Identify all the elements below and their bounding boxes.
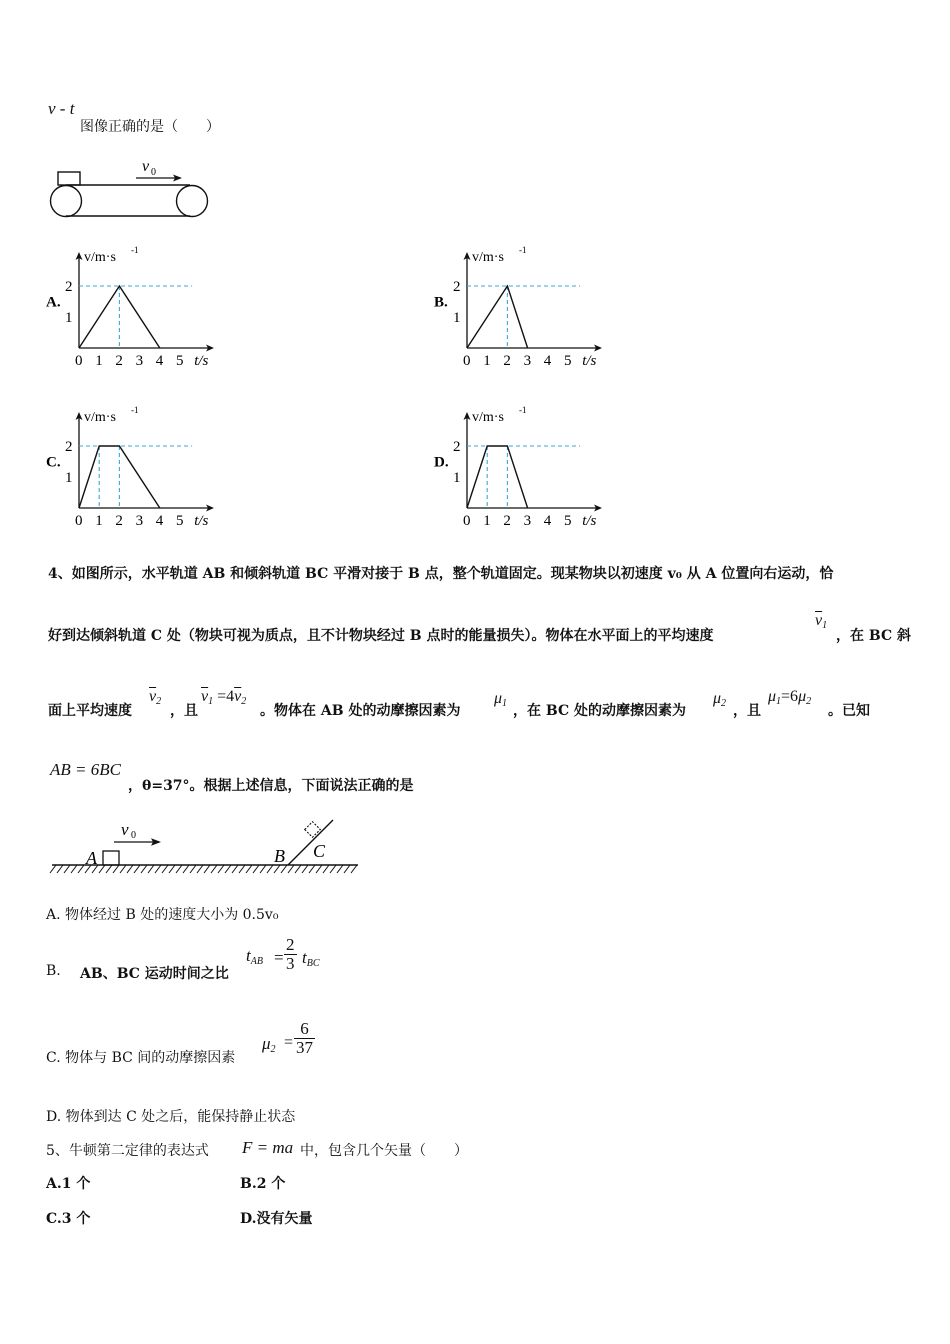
y-axis-label-exponent: -1 [519,405,527,415]
x-tick-label: 2 [503,353,511,369]
y-tick-label: 1 [453,470,461,486]
x-tick-label: 4 [543,513,552,529]
incline-line [288,820,333,865]
q4-line3-e: ，且 [733,703,761,719]
vt-symbol: v - t [48,99,75,118]
ground-hatch [218,865,224,873]
conveyor-belt-figure [46,155,216,225]
ground-hatch [225,865,231,873]
ground-hatch [169,865,175,873]
x-tick-label: 3 [523,353,532,369]
option-label: B. [434,294,448,311]
y-tick-label: 2 [453,439,461,455]
mu-relation: $\mu_1=6\mu_2$ [768,688,812,707]
q4-line3-d: ，在 BC 处的动摩擦因素为 [513,703,686,719]
q4-line3-b: ，且 [170,703,198,719]
ground-hatch [148,865,154,873]
x-axis-label: t/s [582,513,597,529]
x-tick-label: 5 [176,513,184,529]
ground-hatch [267,865,273,873]
y-axis-label-exponent: -1 [131,405,139,415]
mu1-symbol: $\mu_1$ [494,690,508,709]
option-label: C. [46,454,61,471]
ground-hatch [323,865,329,873]
y-axis-label: v/m·s [84,410,116,425]
ground-hatch [197,865,203,873]
ab-bc-relation: AB = 6BC [50,760,121,779]
x-tick-label: 0 [463,513,471,529]
x-tick-label: 2 [115,353,123,369]
y-tick-label: 2 [65,439,73,455]
velocity-relation: $\overline{v}_1 =4\overline{v}_2$ [201,688,247,707]
q5-option-d[interactable]: D.没有矢量 [240,1211,313,1227]
ground-hatch [295,865,301,873]
x-axis-label: t/s [194,353,209,369]
option-label: D. [434,454,449,471]
x-tick-label: 3 [523,513,532,529]
point-b-label: B [274,846,285,866]
x-tick-label: 1 [483,353,491,369]
point-c-label: C [313,841,326,861]
ground-hatch [190,865,196,873]
ground-hatch [344,865,350,873]
x-tick-label: 5 [564,353,572,369]
ground-hatch [337,865,343,873]
ground-hatch [232,865,238,873]
x-tick-label: 3 [135,513,144,529]
ground-hatch [113,865,119,873]
y-axis-label: v/m·s [472,410,504,425]
svg-text:0: 0 [151,167,156,178]
x-tick-label: 5 [564,513,572,529]
vt-graph-option-c[interactable] [46,403,221,533]
ground-hatch [239,865,245,873]
x-tick-label: 0 [75,353,83,369]
x-tick-label: 4 [155,513,164,529]
ground-hatch [134,865,140,873]
q5-option-c[interactable]: C.3 个 [46,1211,91,1227]
ground-hatch [99,865,105,873]
x-tick-label: 1 [95,513,103,529]
x-tick-label: 5 [176,353,184,369]
right-roller [177,186,208,217]
vt-graph-option-b[interactable] [434,243,609,373]
y-tick-label: 1 [65,470,73,486]
q4-option-a[interactable]: A. 物体经过 B 处的速度大小为 0.5v₀ [46,907,279,923]
q5-stem-b: 中，包含几个矢量（ ） [300,1143,468,1159]
fig-v0-label: v [121,820,129,839]
option-label: A. [46,294,61,311]
ground-hatch [288,865,294,873]
ground-hatch [183,865,189,873]
x-tick-label: 0 [75,513,83,529]
ground-hatch [71,865,77,873]
ground-hatch [260,865,266,873]
ground-hatch [120,865,126,873]
vt-graph-option-d[interactable] [434,403,609,533]
y-axis-label: v/m·s [472,250,504,265]
svg-text:0: 0 [131,830,136,841]
y-axis-label: v/m·s [84,250,116,265]
q4-line3-a: 面上平均速度 [48,703,132,719]
x-tick-label: 3 [135,353,144,369]
q5-option-a[interactable]: A.1 个 [46,1176,91,1192]
belt-v0-label: v [142,158,150,175]
vt-curve [467,286,528,348]
ground-hatch [309,865,315,873]
q4-line4-b: ，θ=37°。根据上述信息，下面说法正确的是 [128,778,414,794]
ground-hatch [78,865,84,873]
vt-graph-option-a[interactable] [46,243,221,373]
ground-hatch [274,865,280,873]
block-a [103,851,119,865]
x-tick-label: 1 [483,513,491,529]
y-tick-label: 2 [453,279,461,295]
ground-hatch [127,865,133,873]
q4-option-d[interactable]: D. 物体到达 C 处之后，能保持静止状态 [46,1109,296,1125]
ground-hatch [302,865,308,873]
y-tick-label: 2 [65,279,73,295]
ground-hatch [141,865,147,873]
ground-hatch [106,865,112,873]
ground-hatch [204,865,210,873]
x-axis-label: t/s [582,353,597,369]
ground-hatch [162,865,168,873]
x-axis-label: t/s [194,513,209,529]
ground-hatch [57,865,63,873]
x-tick-label: 4 [543,353,552,369]
point-a-label: A [86,848,97,868]
ground-hatch [253,865,259,873]
v1-bar-symbol: $\overline{v}_1$ [815,612,828,631]
ground-hatch [316,865,322,873]
q5-formula: F = ma [242,1138,294,1157]
ground-hatch [246,865,252,873]
y-tick-label: 1 [453,310,461,326]
q3-stem-tail: 图像正确的是（ ） [80,119,220,135]
vt-curve [467,446,528,508]
x-tick-label: 2 [503,513,511,529]
ground-hatch [330,865,336,873]
x-tick-label: 0 [463,353,471,369]
q4-line2-b: ，在 BC 斜 [836,628,911,644]
mu2-symbol: $\mu_2$ [713,690,727,709]
x-tick-label: 2 [115,513,123,529]
ground-hatch [50,865,56,873]
x-tick-label: 4 [155,353,164,369]
y-tick-label: 1 [65,310,73,326]
q5-option-b[interactable]: B.2 个 [240,1176,286,1192]
block-on-belt [58,172,80,185]
q4-line1: 4、如图所示，水平轨道 AB 和倾斜轨道 BC 平滑对接于 B 点，整个轨道固定。现某物块以初速度 v₀ 从 A 位置向右运动，恰 [48,566,834,582]
q4-line3-c: 。物体在 AB 处的动摩擦因素为 [260,703,461,719]
ground-hatch [64,865,70,873]
v2-bar-symbol: $\overline{v}_2$ [149,688,162,707]
q4-line3-f: 。已知 [828,703,870,719]
y-axis-label-exponent: -1 [131,245,139,255]
ground-hatch [211,865,217,873]
q5-stem-a: 5、牛顿第二定律的表达式 [46,1143,209,1159]
q4-line2-a: 好到达倾斜轨道 C 处（物块可视为质点，且不计物块经过 B 点时的能量损失）。物体在水平面上的平均速度 [48,628,714,644]
ground-hatch [351,865,357,873]
track-figure [48,815,368,880]
left-roller [51,186,82,217]
y-axis-label-exponent: -1 [519,245,527,255]
ground-hatch [155,865,161,873]
x-tick-label: 1 [95,353,103,369]
ground-hatch [281,865,287,873]
ground-hatch [176,865,182,873]
